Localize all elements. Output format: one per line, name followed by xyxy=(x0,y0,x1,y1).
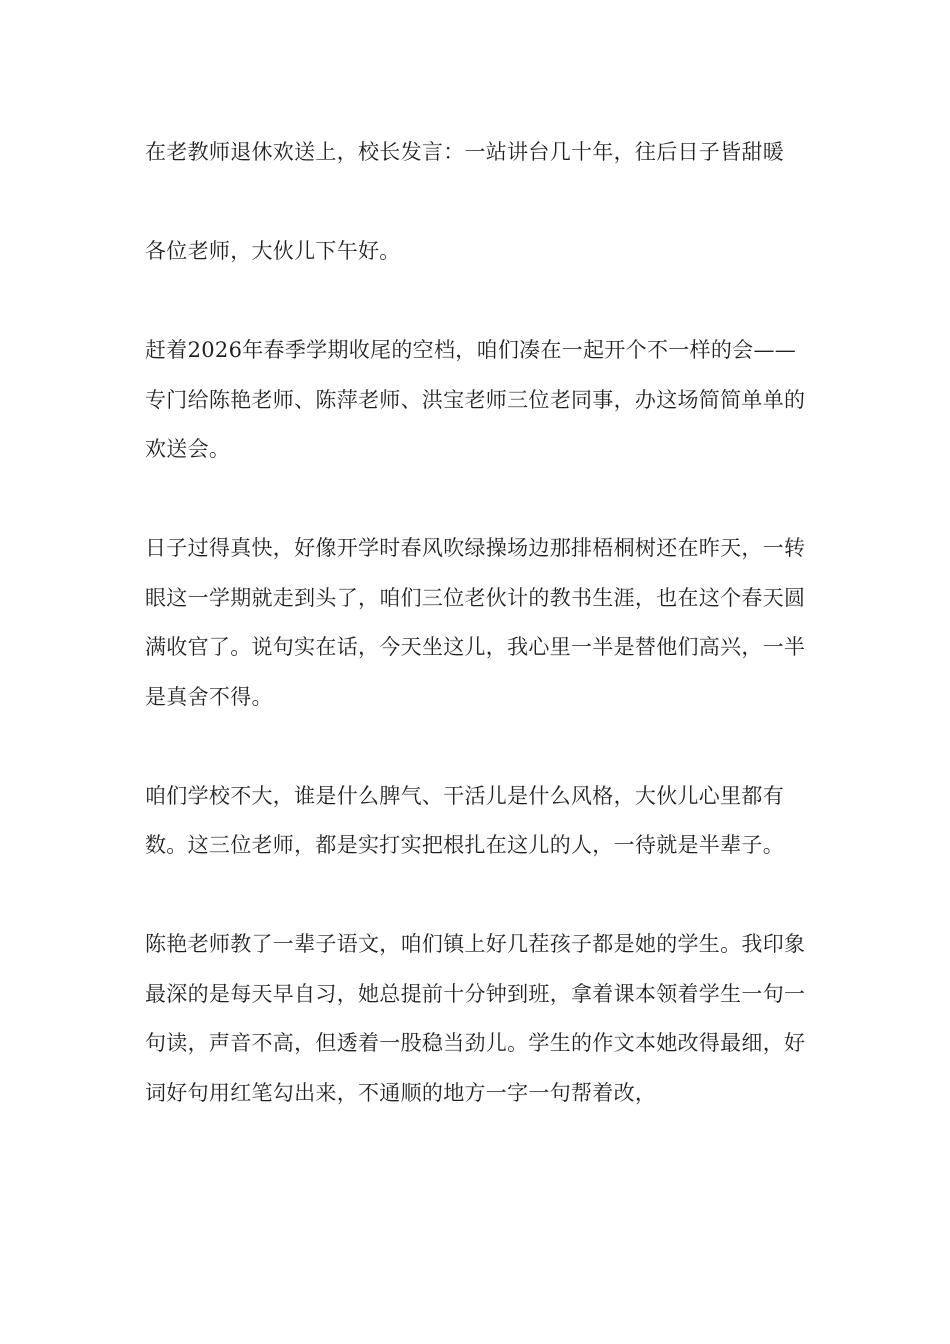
paragraph-reflection: 日子过得真快，好像开学时春风吹绿操场边那排梧桐树还在昨天，一转眼这一学期就走到头了，咱们三位老伙计的教书生涯，也在这个春天圆满收官了。说句实在话，今天坐这儿，我心里一半是替他们高兴，一半是真舍不得。 xyxy=(145,536,806,709)
paragraph-occasion: 赶着2026年春季学期收尾的空档，咱们凑在一起开个不一样的会——专门给陈艳老师、陈萍老师、洪宝老师三位老同事，办这场简简单单的欢送会。 xyxy=(145,338,806,461)
paragraph-school: 咱们学校不大，谁是什么脾气、干活儿是什么风格，大伙儿心里都有数。这三位老师，都是实打实把根扎在这儿的人，一待就是半辈子。 xyxy=(145,783,784,857)
paragraph-greeting: 各位老师，大伙儿下午好。 xyxy=(145,239,401,263)
paragraph-chen-yan: 陈艳老师教了一辈子语文，咱们镇上好几茬孩子都是她的学生。我印象最深的是每天早自习，她总提前十分钟到班，拿着课本领着学生一句一句读，声音不高，但透着一股稳当劲儿。学生的作文本她改得最细，好词好句用红笔勾出来，不通顺的地方一字一句帮着改， xyxy=(145,932,806,1105)
document-title: 在老教师退休欢送上，校长发言：一站讲台几十年，往后日子皆甜暖 xyxy=(145,140,784,164)
document-body xyxy=(145,128,813,1168)
